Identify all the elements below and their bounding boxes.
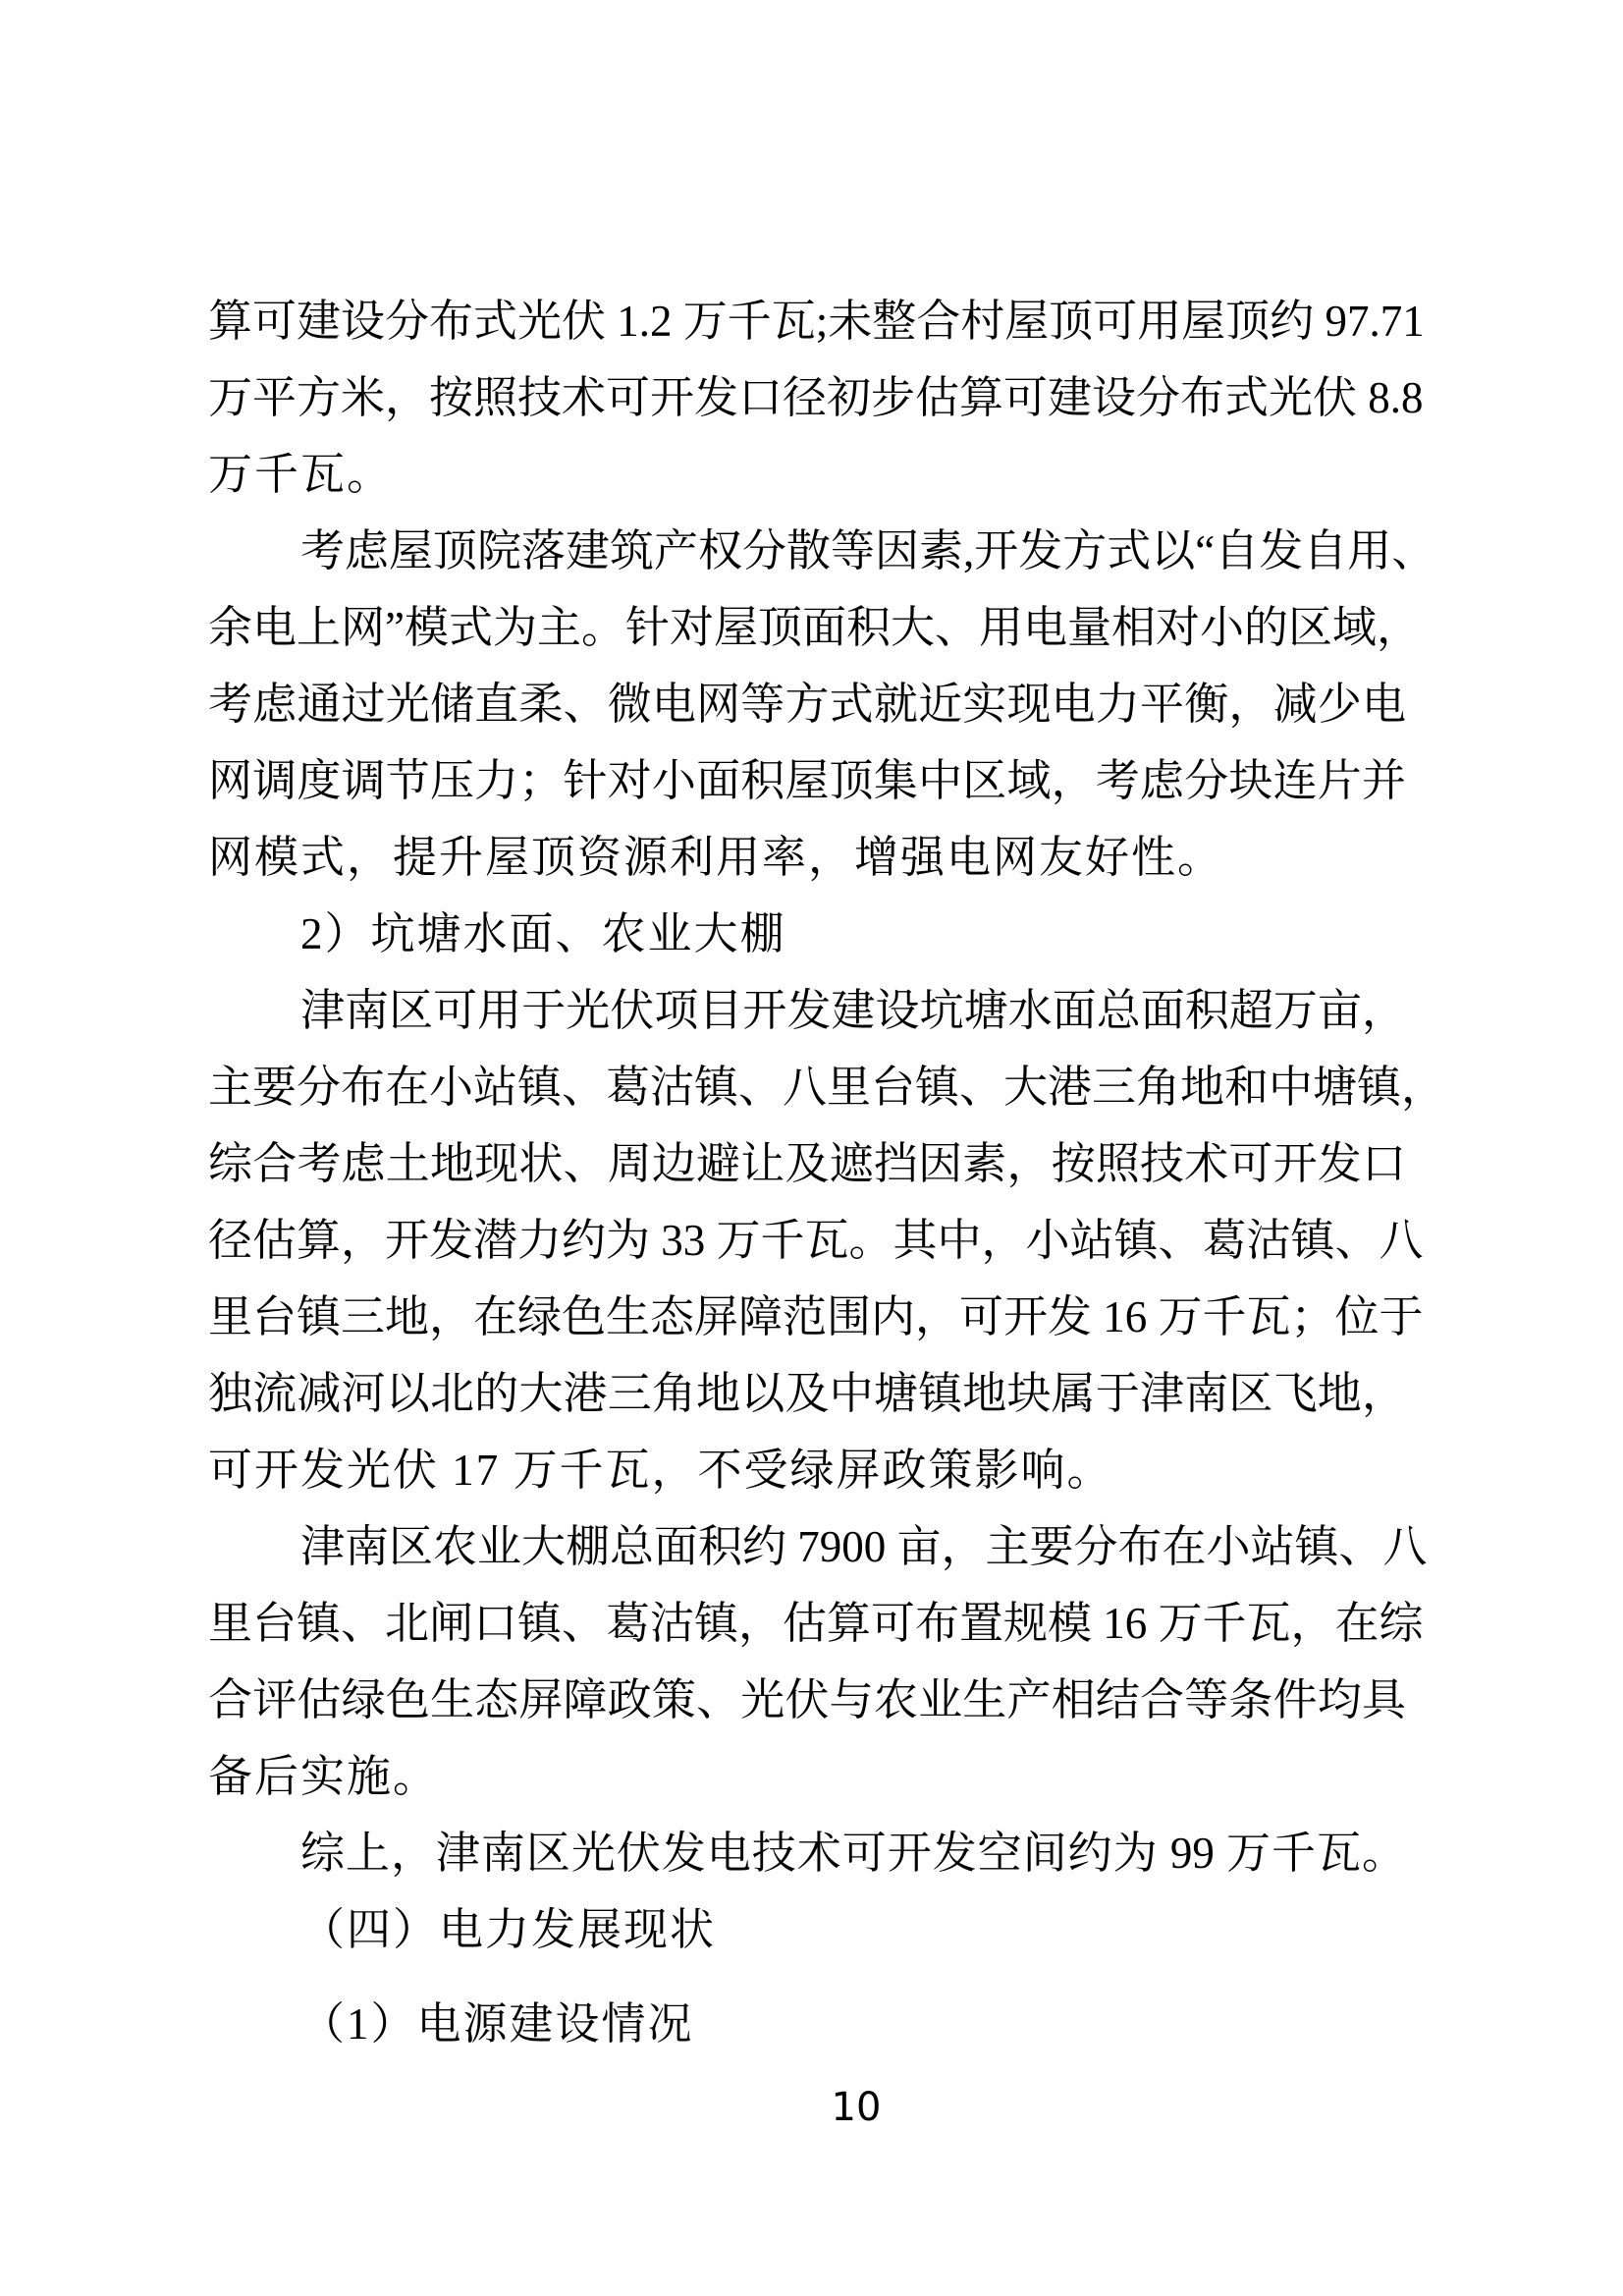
- para-development-mode-line-5: 网模式，提升屋顶资源利用率，增强电网友好性。: [208, 833, 1224, 882]
- para-development-mode-line-3: 考虑通过光储直柔、微电网等方式就近实现电力平衡，减少电: [208, 680, 1406, 729]
- para-pond-water-surface-line-5: 里台镇三地，在绿色生态屏障范围内，可开发 16 万千瓦；位于: [208, 1292, 1424, 1341]
- para-development-mode-line-1: 考虑屋顶院落建筑产权分散等因素,开发方式以“自发自用、: [300, 526, 1436, 575]
- document-body: [208, 283, 1446, 2062]
- para-pond-water-surface-line-3: 综合考虑土地现状、周边避让及遮挡因素，按照技术可开发口: [208, 1139, 1406, 1188]
- heading-ponds-greenhouses-line-1: 2）坑塘水面、农业大棚: [300, 909, 786, 958]
- para-greenhouses-line-3: 合评估绿色生态屏障政策、光伏与农业生产相结合等条件均具: [208, 1675, 1406, 1724]
- para-rooftop-estimate-line-2: 万平方米，按照技术可开发口径初步估算可建设分布式光伏 8.8: [208, 373, 1424, 422]
- para-rooftop-estimate-line-3: 万千瓦。: [208, 450, 394, 499]
- para-pond-water-surface-line-4: 径估算，开发潜力约为 33 万千瓦。其中，小站镇、葛沽镇、八: [208, 1216, 1424, 1265]
- para-greenhouses-line-1: 津南区农业大棚总面积约 7900 亩，主要分布在小站镇、八: [300, 1522, 1428, 1571]
- para-pond-water-surface-line-7: 可开发光伏 17 万千瓦，不受绿屏政策影响。: [208, 1446, 1113, 1495]
- para-greenhouses-line-2: 里台镇、北闸口镇、葛沽镇，估算可布置规模 16 万千瓦，在综: [208, 1599, 1424, 1648]
- para-summary-line-1: 综上，津南区光伏发电技术可开发空间约为 99 万千瓦。: [300, 1829, 1406, 1878]
- heading-power-development-status-line-1: （四）电力发展现状: [300, 1905, 717, 1954]
- para-greenhouses-line-4: 备后实施。: [208, 1752, 440, 1801]
- para-pond-water-surface-line-2: 主要分布在小站镇、葛沽镇、八里台镇、大港三角地和中塘镇，: [208, 1063, 1446, 1112]
- heading-power-construction-line-1: （1）电源建设情况: [300, 1999, 694, 2049]
- para-development-mode-line-4: 网调度调节压力；针对小面积屋顶集中区域，考虑分块连片并: [208, 756, 1406, 805]
- para-rooftop-estimate-line-1: 算可建设分布式光伏 1.2 万千瓦;未整合村屋顶可用屋顶约 97.71: [208, 297, 1425, 346]
- para-pond-water-surface-line-6: 独流减河以北的大港三角地以及中塘镇地块属于津南区飞地，: [208, 1369, 1406, 1418]
- para-development-mode-line-2: 余电上网”模式为主。针对屋顶面积大、用电量相对小的区域，: [208, 603, 1421, 652]
- page-number: 10: [831, 2085, 882, 2130]
- para-pond-water-surface-line-1: 津南区可用于光伏项目开发建设坑塘水面总面积超万亩，: [300, 986, 1406, 1035]
